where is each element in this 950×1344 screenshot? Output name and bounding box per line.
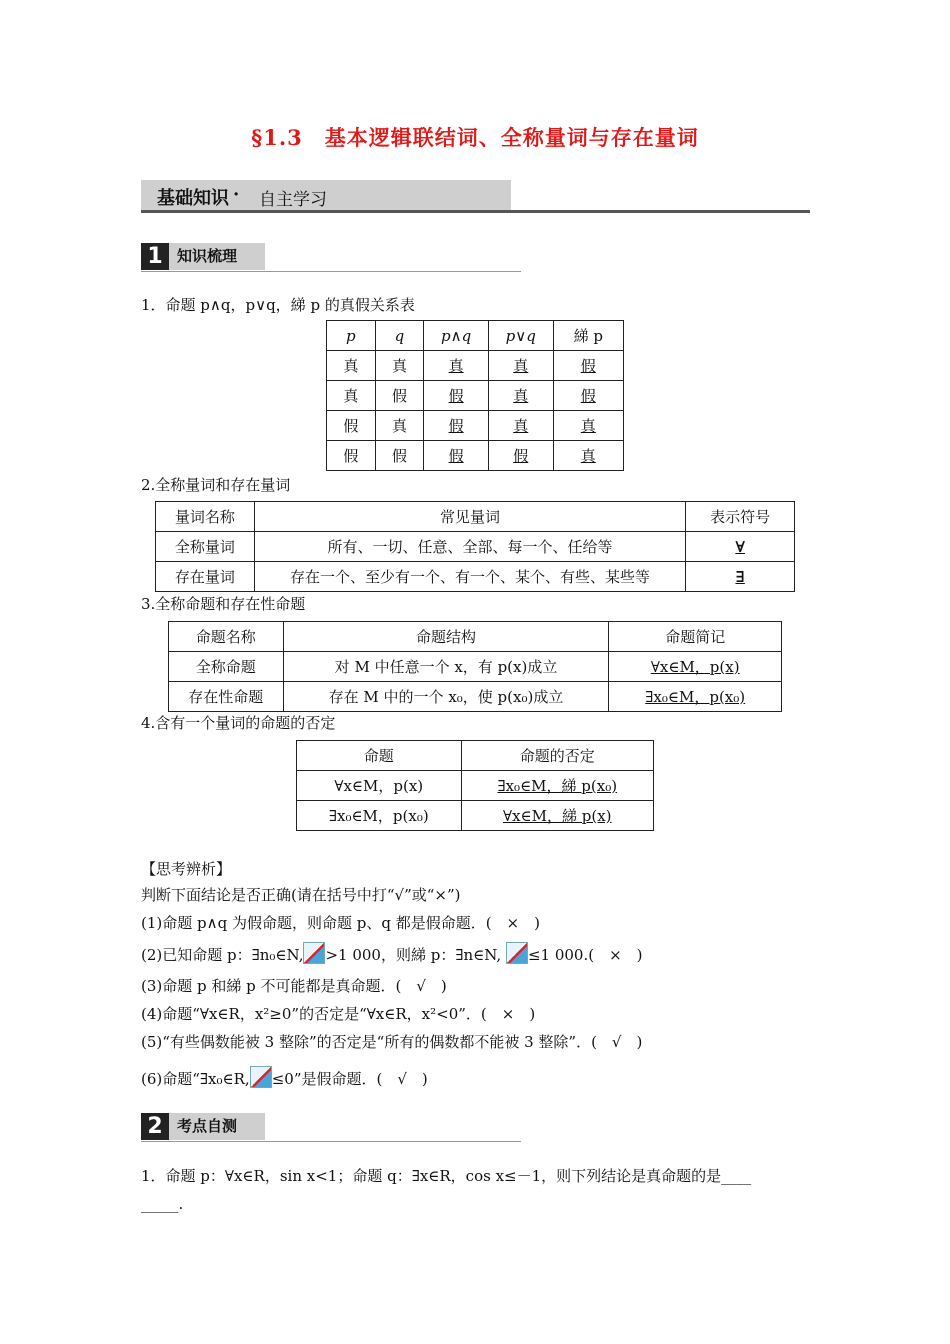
question-2-part1: (2)已知命题 p：∃n₀∈N, xyxy=(141,946,304,964)
header-sub: 自主学习 xyxy=(259,190,327,210)
formula-image-icon xyxy=(303,942,325,964)
table-header-cell: 命题名称 xyxy=(169,622,284,652)
table-row xyxy=(169,682,782,712)
table-cell: 所有、一切、任意、全部、每一个、任给等 xyxy=(254,532,686,562)
table-header-cell: 命题结构 xyxy=(283,622,609,652)
table-cell: 假 xyxy=(553,351,623,381)
question-3: (3)命题 p 和綈 p 不可能都是真命题．( √ ) xyxy=(141,977,447,995)
table-cell: 存在性命题 xyxy=(169,682,284,712)
header-dot: · xyxy=(233,184,240,205)
section-header xyxy=(141,180,810,212)
section-number: 1 xyxy=(141,243,169,270)
table-cell: ∃x₀∈M，綈 p(x₀) xyxy=(461,771,653,801)
question-2-part2: >1 000，则綈 p：∃n∈N, xyxy=(325,946,502,964)
test-question-1-blank: _____. xyxy=(141,1195,184,1213)
item-4: 4.含有一个量词的命题的否定 xyxy=(141,714,336,732)
test-question-1: 1．命题 p：∀x∈R，sin x<1；命题 q：∃x∈R，cos x≤－1，则下列结论是真命题的是____ xyxy=(141,1167,752,1185)
table-cell: 真 xyxy=(375,411,424,441)
proposition-table xyxy=(168,621,782,712)
table-cell: ∀ xyxy=(686,532,795,562)
table-row xyxy=(169,652,782,682)
table-header-row xyxy=(156,502,795,532)
table-header-cell: p∧q xyxy=(424,321,489,351)
question-1: (1)命题 p∧q 为假命题，则命题 p、q 都是假命题．( × ) xyxy=(141,914,540,932)
header-rule xyxy=(141,210,810,213)
table-cell: ∀x∈M，p(x) xyxy=(609,652,782,682)
table-header-cell: 量词名称 xyxy=(156,502,255,532)
section-knowledge xyxy=(141,243,521,273)
table-cell: 存在 M 中的一个 x₀，使 p(x₀)成立 xyxy=(283,682,609,712)
table-header-cell: 綈 p xyxy=(553,321,623,351)
table-cell: 真 xyxy=(488,351,553,381)
section-number: 2 xyxy=(141,1113,169,1140)
table-cell: 假 xyxy=(424,441,489,471)
item-3: 3.全称命题和存在性命题 xyxy=(141,595,306,613)
table-row xyxy=(156,532,795,562)
table-header-cell: q xyxy=(375,321,424,351)
table-cell: 假 xyxy=(424,381,489,411)
table-row xyxy=(327,381,624,411)
table-cell: ∃x₀∈M，p(x₀) xyxy=(609,682,782,712)
section-label: 知识梳理 xyxy=(169,243,265,270)
table-header-cell: 常见量词 xyxy=(254,502,686,532)
think-intro: 判断下面结论是否正确(请在括号中打“√”或“×”) xyxy=(141,886,461,904)
table-row xyxy=(297,801,654,831)
table-header-cell: 命题 xyxy=(297,741,462,771)
item-1: 1．命题 p∧q，p∨q，綈 p 的真假关系表 xyxy=(141,296,415,314)
question-5: (5)“有些偶数能被 3 整除”的否定是“所有的偶数都不能被 3 整除”．( √ ) xyxy=(141,1033,643,1051)
question-2 xyxy=(141,942,643,965)
table-cell: 全称量词 xyxy=(156,532,255,562)
question-4: (4)命题“∀x∈R，x²≥0”的否定是“∀x∈R，x²<0”．( × ) xyxy=(141,1005,536,1023)
table-cell: 存在一个、至少有一个、有一个、某个、有些、某些等 xyxy=(254,562,686,592)
table-cell: 真 xyxy=(488,411,553,441)
formula-image-icon xyxy=(506,942,528,964)
table-cell: 假 xyxy=(327,441,376,471)
table-cell: 假 xyxy=(424,411,489,441)
question-2-part3: ≤1 000.( × ) xyxy=(527,946,643,964)
question-6-part1: (6)命题“∃x₀∈R, xyxy=(141,1070,250,1088)
table-row xyxy=(327,411,624,441)
table-header-cell: p xyxy=(327,321,376,351)
question-6 xyxy=(141,1066,428,1089)
question-6-part2: ≤0”是假命题．( √ ) xyxy=(271,1070,428,1088)
table-cell: 假 xyxy=(375,381,424,411)
table-cell: 对 M 中任意一个 x，有 p(x)成立 xyxy=(283,652,609,682)
table-cell: ∀x∈M，綈 p(x) xyxy=(461,801,653,831)
header-main: 基础知识 xyxy=(157,188,229,209)
table-cell: 全称命题 xyxy=(169,652,284,682)
table-header-cell: 命题的否定 xyxy=(461,741,653,771)
page-title: §1.3 基本逻辑联结词、全称量词与存在量词 xyxy=(251,125,699,150)
table-cell: 假 xyxy=(375,441,424,471)
section-label: 考点自测 xyxy=(169,1113,265,1140)
think-heading: 【思考辨析】 xyxy=(141,860,232,878)
table-cell: 真 xyxy=(327,381,376,411)
truth-table xyxy=(326,320,624,471)
table-cell: 真 xyxy=(375,351,424,381)
section-rule xyxy=(141,271,521,272)
table-row xyxy=(297,771,654,801)
table-header-row xyxy=(327,321,624,351)
table-header-row xyxy=(169,622,782,652)
table-row xyxy=(327,441,624,471)
table-cell: 假 xyxy=(488,441,553,471)
table-cell: 真 xyxy=(424,351,489,381)
formula-image-icon xyxy=(250,1066,272,1088)
table-header-cell: 命题简记 xyxy=(609,622,782,652)
table-cell: 真 xyxy=(327,351,376,381)
table-cell: 存在量词 xyxy=(156,562,255,592)
negation-table xyxy=(296,740,654,831)
table-header-cell: p∨q xyxy=(488,321,553,351)
table-cell: 假 xyxy=(553,381,623,411)
quantifier-table xyxy=(155,501,795,592)
item-2: 2.全称量词和存在量词 xyxy=(141,476,291,494)
table-cell: 真 xyxy=(553,411,623,441)
table-cell: 假 xyxy=(327,411,376,441)
table-cell: ∃ xyxy=(686,562,795,592)
table-cell: ∀x∈M，p(x) xyxy=(297,771,462,801)
table-cell: 真 xyxy=(553,441,623,471)
table-header-row xyxy=(297,741,654,771)
section-selftest xyxy=(141,1113,521,1143)
table-row xyxy=(327,351,624,381)
table-cell: 真 xyxy=(488,381,553,411)
table-cell: ∃x₀∈M，p(x₀) xyxy=(297,801,462,831)
table-row xyxy=(156,562,795,592)
section-rule xyxy=(141,1141,521,1142)
table-header-cell: 表示符号 xyxy=(686,502,795,532)
